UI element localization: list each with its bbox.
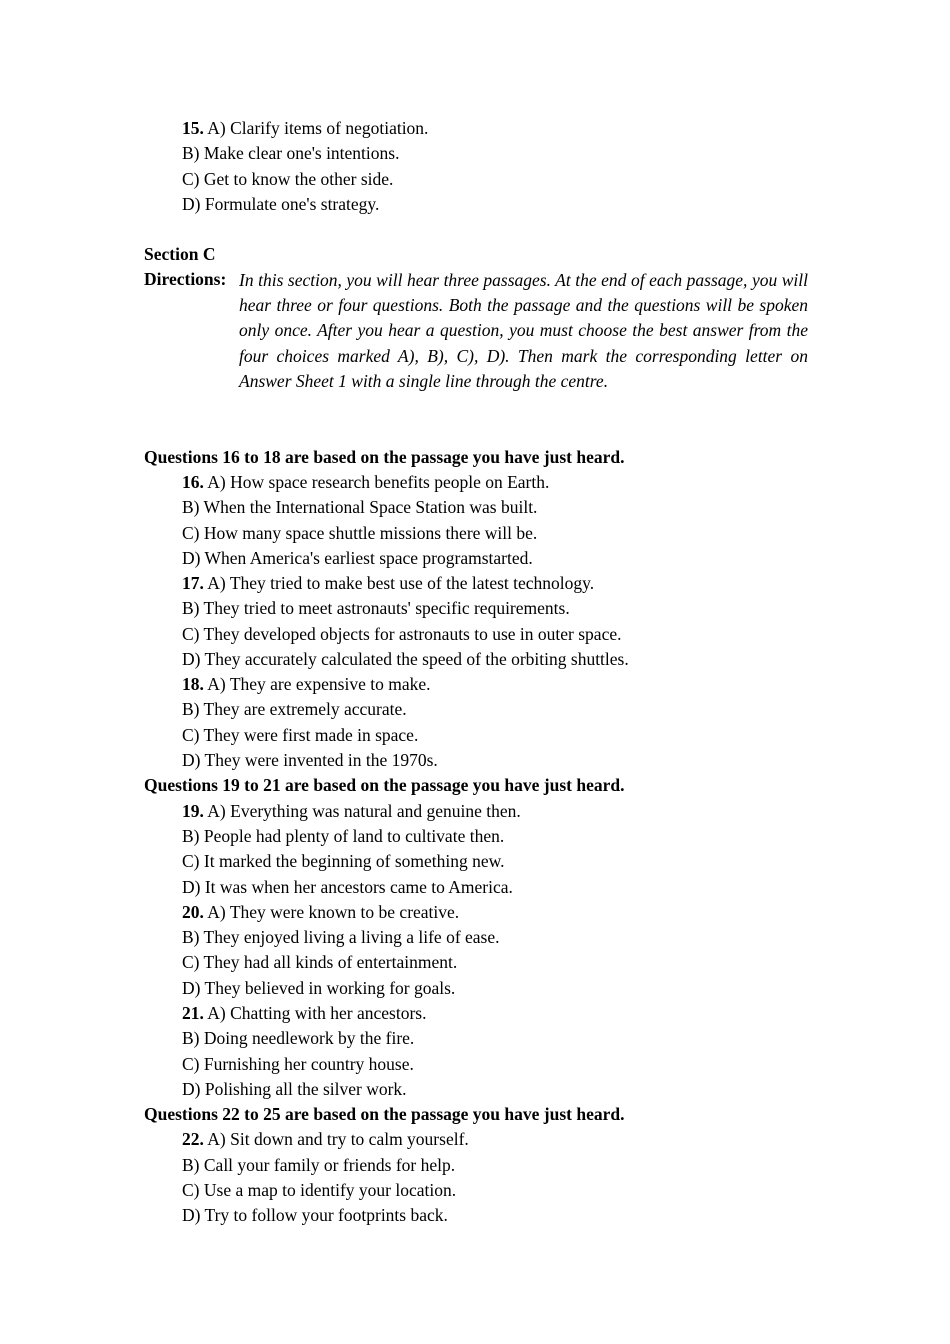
q17-option-d: D) They accurately calculated the speed of the orbiting shuttles. bbox=[182, 649, 629, 669]
q15-option-d: D) Formulate one's strategy. bbox=[182, 194, 380, 214]
directions-text: In this section, you will hear three passages. At the end of each passage, you will hear three or four questions. Both the passage and the questions will be spoken only once. After you hear a question, you must choose the best answer from the four choices marked A), B), C), D). Then mark the corresponding letter on Answer Sheet 1 with a single line through the centre. bbox=[239, 270, 808, 391]
q15-option-c: C) Get to know the other side. bbox=[182, 169, 394, 189]
q16-option-a: 16. A) How space research benefits people on Earth. bbox=[182, 472, 550, 492]
q22-number: 22. bbox=[182, 1129, 204, 1149]
q17-option-a: 17. A) They tried to make best use of the latest technology. bbox=[182, 573, 595, 593]
q20-number: 20. bbox=[182, 902, 204, 922]
q16-option-b: B) When the International Space Station was built. bbox=[182, 497, 538, 517]
section-title: Section C bbox=[144, 244, 216, 264]
q18-option-b: B) They are extremely accurate. bbox=[182, 699, 407, 719]
group-heading-16-18: Questions 16 to 18 are based on the passage you have just heard. bbox=[144, 447, 625, 467]
q17-number: 17. bbox=[182, 573, 204, 593]
directions-label: Directions: bbox=[144, 269, 227, 289]
q18-option-a: 18. A) They are expensive to make. bbox=[182, 674, 431, 694]
q22-option-b: B) Call your family or friends for help. bbox=[182, 1155, 456, 1175]
q16-option-c: C) How many space shuttle missions there will be. bbox=[182, 523, 538, 543]
q17-option-c: C) They developed objects for astronauts to use in outer space. bbox=[182, 624, 622, 644]
q16-number: 16. bbox=[182, 472, 204, 492]
q21-option-a: 21. A) Chatting with her ancestors. bbox=[182, 1003, 427, 1023]
q19-option-c: C) It marked the beginning of something new. bbox=[182, 851, 505, 871]
q20-option-b: B) They enjoyed living a living a life of ease. bbox=[182, 927, 500, 947]
q19-option-b: B) People had plenty of land to cultivate then. bbox=[182, 826, 505, 846]
q20-option-d: D) They believed in working for goals. bbox=[182, 978, 456, 998]
q15-option-a: 15. A) Clarify items of negotiation. bbox=[182, 118, 429, 138]
q22-option-a: 22. A) Sit down and try to calm yourself. bbox=[182, 1129, 469, 1149]
q22-option-d: D) Try to follow your footprints back. bbox=[182, 1205, 448, 1225]
q20-option-a: 20. A) They were known to be creative. bbox=[182, 902, 460, 922]
q19-option-d: D) It was when her ancestors came to America. bbox=[182, 877, 513, 897]
q15-option-b: B) Make clear one's intentions. bbox=[182, 143, 400, 163]
q18-option-c: C) They were first made in space. bbox=[182, 725, 419, 745]
q18-option-d: D) They were invented in the 1970s. bbox=[182, 750, 438, 770]
q21-number: 21. bbox=[182, 1003, 204, 1023]
q18-number: 18. bbox=[182, 674, 204, 694]
q15-number: 15. bbox=[182, 118, 204, 138]
q22-option-c: C) Use a map to identify your location. bbox=[182, 1180, 457, 1200]
group-heading-22-25: Questions 22 to 25 are based on the passage you have just heard. bbox=[144, 1104, 625, 1124]
q21-option-c: C) Furnishing her country house. bbox=[182, 1054, 414, 1074]
group-heading-19-21: Questions 19 to 21 are based on the passage you have just heard. bbox=[144, 775, 625, 795]
q17-option-b: B) They tried to meet astronauts' specific requirements. bbox=[182, 598, 570, 618]
q20-option-c: C) They had all kinds of entertainment. bbox=[182, 952, 458, 972]
q21-option-b: B) Doing needlework by the fire. bbox=[182, 1028, 415, 1048]
q19-number: 19. bbox=[182, 801, 204, 821]
q21-option-d: D) Polishing all the silver work. bbox=[182, 1079, 407, 1099]
q16-option-d: D) When America's earliest space programstarted. bbox=[182, 548, 533, 568]
q19-option-a: 19. A) Everything was natural and genuine then. bbox=[182, 801, 521, 821]
